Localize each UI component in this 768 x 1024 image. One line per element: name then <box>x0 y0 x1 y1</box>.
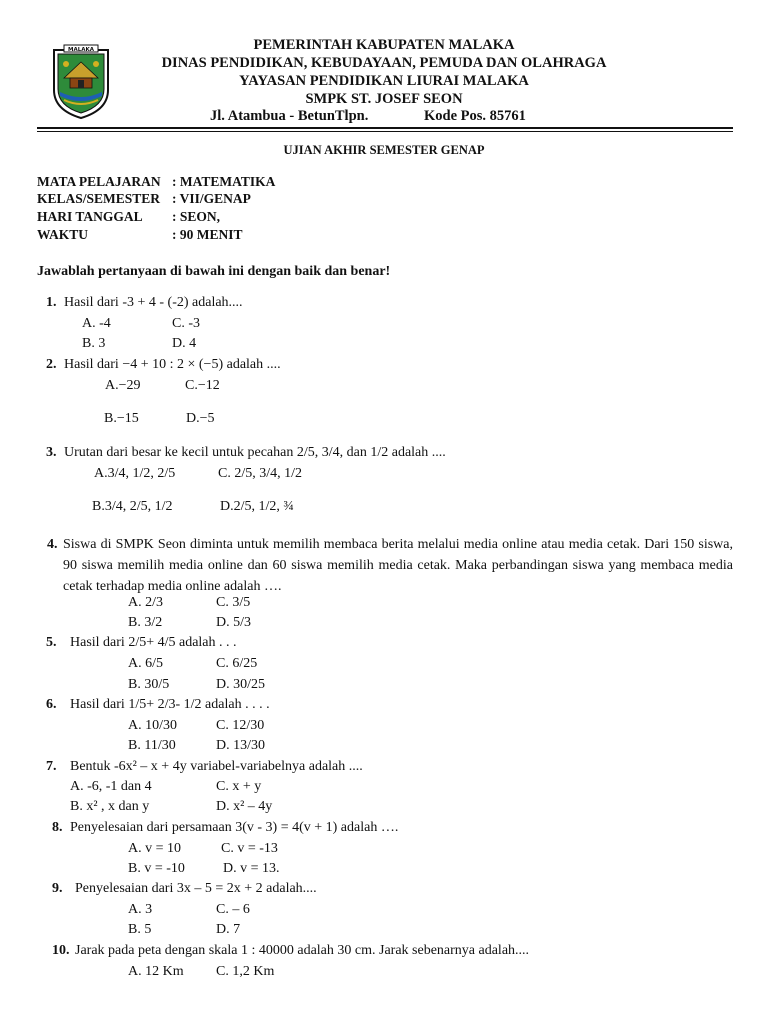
question-3-option-b: B.3/4, 2/5, 1/2 <box>92 499 173 514</box>
question-4-option-d: D. 5/3 <box>216 615 251 630</box>
question-1-number: 1. <box>46 295 57 310</box>
question-7-option-d: D. x² – 4y <box>216 799 273 814</box>
info-label-time: WAKTU <box>37 227 89 242</box>
info-value-class: : VII/GENAP <box>172 191 251 206</box>
question-7-option-c: C. x + y <box>216 779 262 794</box>
question-3-text: Urutan dari besar ke kecil untuk pecahan 2/5, 3/4, dan 1/2 adalah .... <box>64 445 446 460</box>
question-8-number: 8. <box>52 820 63 835</box>
info-value-subject: : MATEMATIKA <box>172 174 276 189</box>
question-2-option-c: C.−12 <box>185 378 220 393</box>
question-2-option-a: A.−29 <box>105 378 141 393</box>
question-2-text: Hasil dari −4 + 10 : 2 × (−5) adalah .... <box>64 357 281 372</box>
question-5-option-a: A. 6/5 <box>128 656 163 671</box>
question-2-option-d: D.−5 <box>186 411 215 426</box>
question-1-option-b: B. 3 <box>82 336 106 351</box>
question-1-option-d: D. 4 <box>172 336 197 351</box>
question-4-number: 4. <box>47 537 58 552</box>
question-4 <box>47 534 733 597</box>
header-line-3: YAYASAN PENDIDIKAN LIURAI MALAKA <box>239 73 529 89</box>
question-10-option-c: C. 1,2 Km <box>216 964 275 979</box>
question-5-number: 5. <box>46 635 57 650</box>
question-5-option-d: D. 30/25 <box>216 677 265 692</box>
info-label-subject: MATA PELAJARAN <box>37 174 161 189</box>
header-divider-thin <box>37 131 733 132</box>
question-6-option-a: A. 10/30 <box>128 718 177 733</box>
question-1-text: Hasil dari -3 + 4 - (-2) adalah.... <box>64 295 243 310</box>
question-2-option-b: B.−15 <box>104 411 139 426</box>
header-address: Jl. Atambua - BetunTlpn. <box>210 108 369 124</box>
question-6-option-c: C. 12/30 <box>216 718 265 733</box>
question-8-option-a: A. v = 10 <box>128 841 182 856</box>
question-3-option-c: C. 2/5, 3/4, 1/2 <box>218 466 303 481</box>
question-5-text: Hasil dari 2/5+ 4/5 adalah . . . <box>70 635 237 650</box>
instruction: Jawablah pertanyaan di bawah ini dengan baik dan benar! <box>37 264 391 279</box>
question-1-option-a: A. -4 <box>82 316 111 331</box>
question-10-text: Jarak pada peta dengan skala 1 : 40000 adalah 30 cm. Jarak sebenarnya adalah.... <box>75 943 530 958</box>
question-9-option-a: A. 3 <box>128 902 153 917</box>
question-3-option-d: D.2/5, 1/2, ¾ <box>220 499 294 514</box>
question-4-text: Siswa di SMPK Seon diminta untuk memilih membaca berita melalui media online atau media cetak. Dari 150 siswa, 90 siswa memilih media online dan 60 siswa memilih media cetak. Maka perbandingan siswa yang membaca media cetak terhadap media online adalah …. <box>63 537 733 594</box>
question-10-number: 10. <box>52 943 70 958</box>
header-divider-thick <box>37 127 733 129</box>
question-4-option-c: C. 3/5 <box>216 595 251 610</box>
question-6-text: Hasil dari 1/5+ 2/3- 1/2 adalah . . . . <box>70 697 270 712</box>
question-2-number: 2. <box>46 357 57 372</box>
question-7-text: Bentuk -6x² – x + 4y variabel-variabelnya adalah .... <box>70 759 363 774</box>
question-5-option-b: B. 30/5 <box>128 677 170 692</box>
question-9-number: 9. <box>52 881 63 896</box>
question-6-option-b: B. 11/30 <box>128 738 176 753</box>
info-value-day: : SEON, <box>172 209 221 224</box>
question-8-option-b: B. v = -10 <box>128 861 185 876</box>
info-value-time: : 90 MENIT <box>172 227 243 242</box>
question-3-option-a: A.3/4, 1/2, 2/5 <box>94 466 176 481</box>
question-8-option-c: C. v = -13 <box>221 841 278 856</box>
question-7-option-a: A. -6, -1 dan 4 <box>70 779 152 794</box>
question-6-number: 6. <box>46 697 57 712</box>
question-10-option-a: A. 12 Km <box>128 964 184 979</box>
question-4-option-b: B. 3/2 <box>128 615 163 630</box>
question-1-option-c: C. -3 <box>172 316 200 331</box>
info-label-day: HARI TANGGAL <box>37 209 143 224</box>
info-label-class: KELAS/SEMESTER <box>37 191 161 206</box>
header-line-2: DINAS PENDIDIKAN, KEBUDAYAAN, PEMUDA DAN OLAHRAGA <box>161 55 607 71</box>
question-8-text: Penyelesaian dari persamaan 3(v - 3) = 4(v + 1) adalah …. <box>70 820 399 835</box>
question-9-option-c: C. – 6 <box>216 902 250 917</box>
question-9-option-d: D. 7 <box>216 922 241 937</box>
question-4-option-a: A. 2/3 <box>128 595 163 610</box>
question-6-option-d: D. 13/30 <box>216 738 265 753</box>
header-line-1: PEMERINTAH KABUPATEN MALAKA <box>253 37 515 53</box>
question-7-option-b: B. x² , x dan y <box>70 799 150 814</box>
header-postal-code: Kode Pos. 85761 <box>424 108 526 124</box>
logo-text: MALAKA <box>67 47 95 53</box>
question-7-number: 7. <box>46 759 57 774</box>
exam-title: UJIAN AKHIR SEMESTER GENAP <box>283 143 485 157</box>
question-9-option-b: B. 5 <box>128 922 152 937</box>
question-3-number: 3. <box>46 445 57 460</box>
question-9-text: Penyelesaian dari 3x – 5 = 2x + 2 adalah.... <box>75 881 317 896</box>
question-5-option-c: C. 6/25 <box>216 656 258 671</box>
question-8-option-d: D. v = 13. <box>223 861 280 876</box>
header-line-4: SMPK ST. JOSEF SEON <box>305 91 463 107</box>
